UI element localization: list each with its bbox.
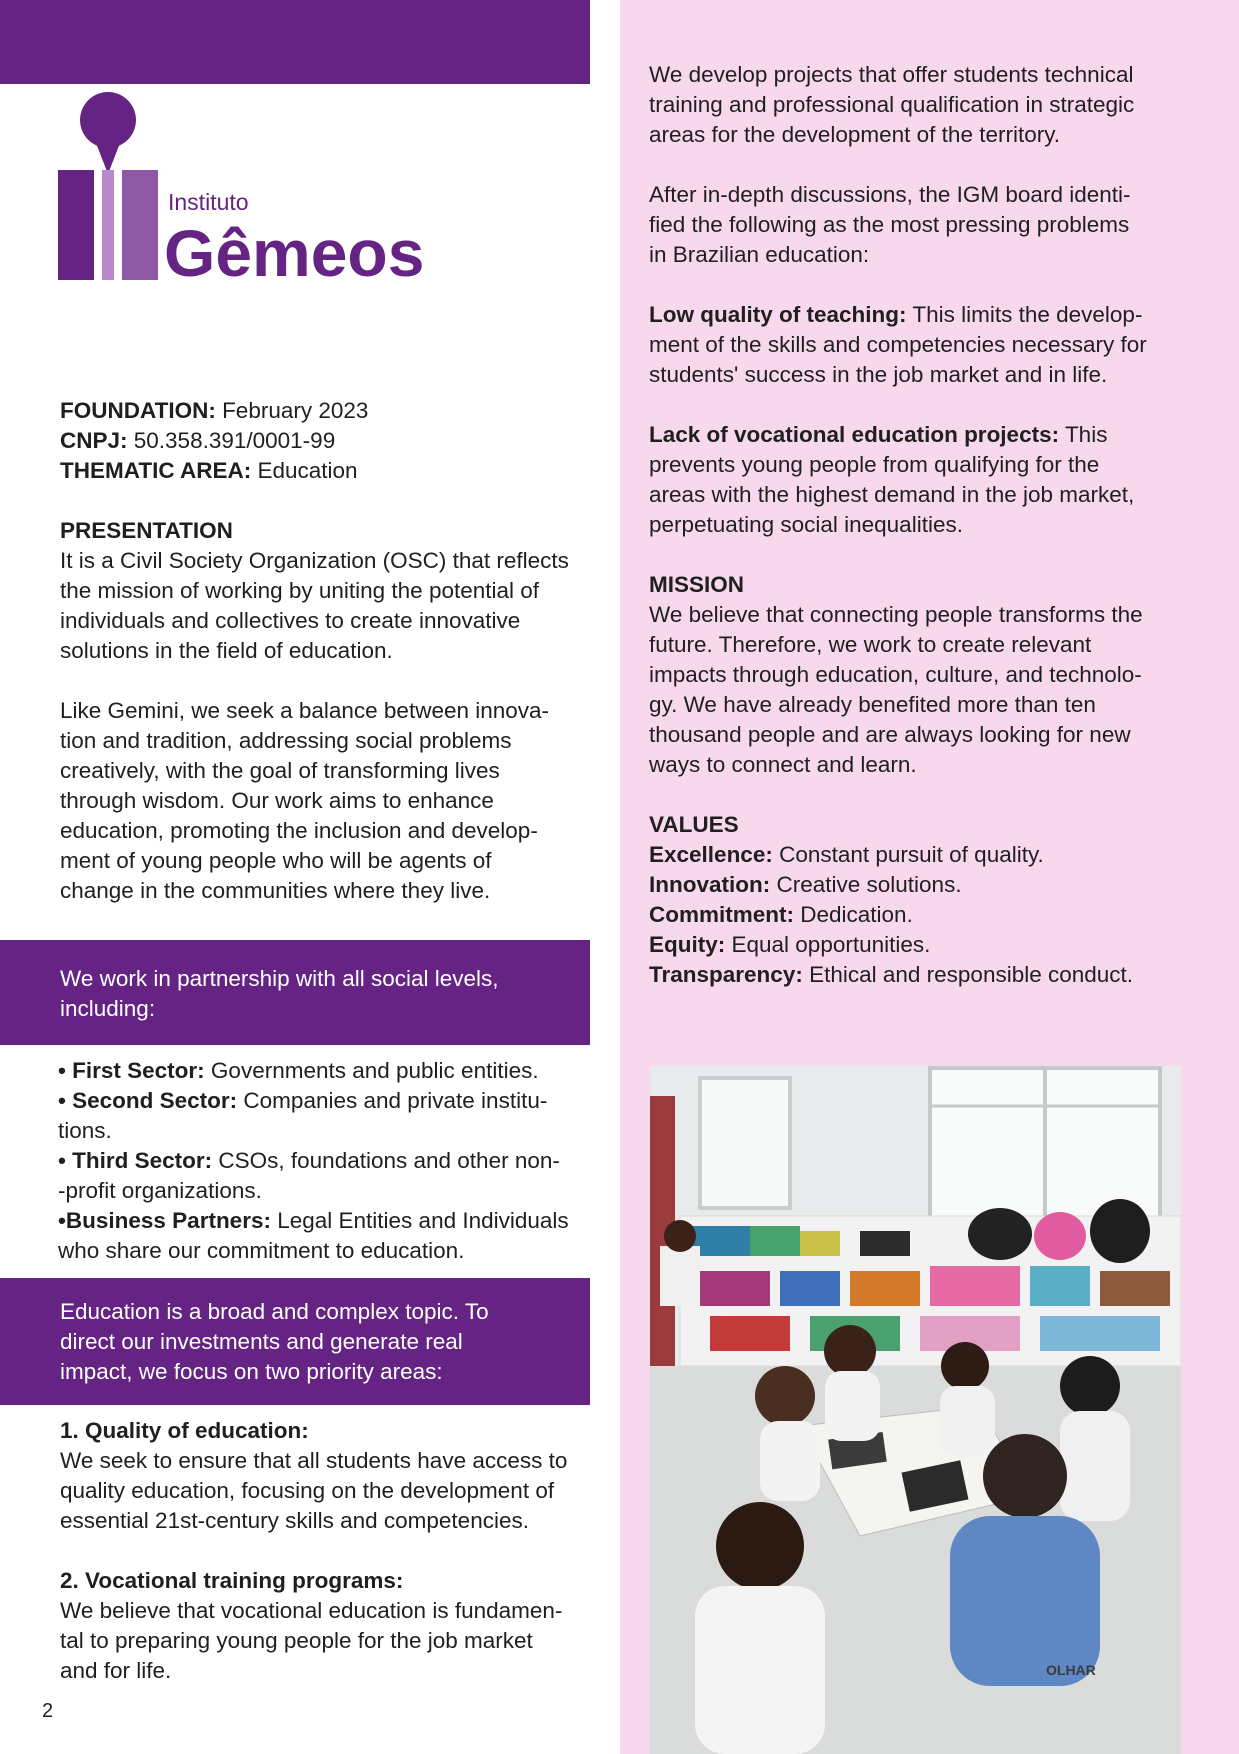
problem-line: Lack of vocational education projects: This bbox=[649, 422, 1108, 447]
area-line: tal to preparing young people for the job market bbox=[60, 1628, 533, 1653]
fact-label: CNPJ: bbox=[60, 428, 128, 453]
presentation-p2-line: through wisdom. Our work aims to enhance bbox=[60, 788, 494, 813]
presentation-p1-line: individuals and collectives to create innovative bbox=[60, 608, 521, 633]
presentation-p2-line: ment of young people who will be agents of bbox=[60, 848, 492, 873]
mission-line: thousand people and are always looking for new bbox=[649, 722, 1131, 747]
presentation-section bbox=[60, 516, 600, 906]
partnership-band-line: including: bbox=[60, 996, 156, 1021]
intro-line: areas for the development of the territory. bbox=[649, 122, 1061, 147]
mission-line: impacts through education, culture, and technolo- bbox=[649, 662, 1142, 687]
sectors-list bbox=[58, 1056, 603, 1266]
logo-mark-icon bbox=[58, 92, 448, 282]
sector-item: • First Sector: Governments and public entities. bbox=[58, 1058, 539, 1083]
board-line: fied the following as the most pressing problems bbox=[649, 212, 1130, 237]
partnership-band-line: We work in partnership with all social levels, bbox=[60, 966, 499, 991]
problem-line: prevents young people from qualifying for the bbox=[649, 452, 1100, 477]
priority-areas bbox=[60, 1416, 605, 1686]
sector-item: -profit organizations. bbox=[58, 1178, 262, 1203]
classroom-illustration bbox=[650, 1066, 1181, 1754]
sector-item: •Business Partners: Legal Entities and Individuals bbox=[58, 1208, 569, 1233]
sector-item: tions. bbox=[58, 1118, 112, 1143]
fact-row bbox=[60, 396, 590, 426]
problem-line: areas with the highest demand in the job market, bbox=[649, 482, 1135, 507]
right-text bbox=[649, 60, 1219, 990]
page-number: 2 bbox=[42, 1700, 54, 1722]
mission-line: ways to connect and learn. bbox=[649, 752, 917, 777]
mission-heading: MISSION bbox=[649, 572, 745, 597]
value-item: Excellence: Constant pursuit of quality. bbox=[649, 842, 1044, 867]
focus-band bbox=[0, 1278, 590, 1405]
value-item: Commitment: Dedication. bbox=[649, 902, 913, 927]
presentation-p2-line: tion and tradition, addressing social problems bbox=[60, 728, 512, 753]
facts-list bbox=[60, 396, 590, 486]
area-line: We seek to ensure that all students have access to bbox=[60, 1448, 568, 1473]
presentation-p2-line: education, promoting the inclusion and develop- bbox=[60, 818, 538, 843]
value-item: Transparency: Ethical and responsible conduct. bbox=[649, 962, 1134, 987]
sector-item: who share our commitment to education. bbox=[58, 1238, 465, 1263]
value-item: Equity: Equal opportunities. bbox=[649, 932, 931, 957]
presentation-p2-line: change in the communities where they live. bbox=[60, 878, 491, 903]
presentation-p1-line: the mission of working by uniting the potential of bbox=[60, 578, 540, 603]
focus-band-line: direct our investments and generate real bbox=[60, 1329, 463, 1354]
problem-line: perpetuating social inequalities. bbox=[649, 512, 963, 537]
presentation-p1-line: solutions in the field of education. bbox=[60, 638, 393, 663]
mission-line: gy. We have already benefited more than ten bbox=[649, 692, 1096, 717]
area-line: quality education, focusing on the development of bbox=[60, 1478, 555, 1503]
fact-label: FOUNDATION: bbox=[60, 398, 216, 423]
area-line: and for life. bbox=[60, 1658, 172, 1683]
problem-line: students' success in the job market and in life. bbox=[649, 362, 1108, 387]
presentation-p2-line: creatively, with the goal of transforming lives bbox=[60, 758, 500, 783]
classroom-photo bbox=[650, 1066, 1181, 1754]
problem-line: Low quality of teaching: This limits the develop- bbox=[649, 302, 1143, 327]
focus-band-line: impact, we focus on two priority areas: bbox=[60, 1359, 443, 1384]
logo-big-text: Gêmeos bbox=[164, 216, 425, 282]
fact-value: February 2023 bbox=[215, 398, 369, 423]
board-line: After in-depth discussions, the IGM board identi- bbox=[649, 182, 1131, 207]
fact-value: 50.358.391/0001-99 bbox=[127, 428, 336, 453]
intro-line: training and professional qualification in strategic bbox=[649, 92, 1135, 117]
board-line: in Brazilian education: bbox=[649, 242, 870, 267]
instituto-gemeos-logo bbox=[58, 92, 448, 282]
intro-line: We develop projects that offer students technical bbox=[649, 62, 1134, 87]
focus-band-line: Education is a broad and complex topic. To bbox=[60, 1299, 489, 1324]
header-bar bbox=[0, 0, 590, 84]
sector-item: • Second Sector: Companies and private institu- bbox=[58, 1088, 548, 1113]
chair-label: OLHAR bbox=[1046, 1662, 1096, 1678]
area-line: essential 21st-century skills and competencies. bbox=[60, 1508, 529, 1533]
value-item: Innovation: Creative solutions. bbox=[649, 872, 962, 897]
area-line: We believe that vocational education is fundamen- bbox=[60, 1598, 563, 1623]
problem-line: ment of the skills and competencies necessary for bbox=[649, 332, 1147, 357]
fact-row bbox=[60, 426, 590, 456]
mission-line: future. Therefore, we work to create relevant bbox=[649, 632, 1092, 657]
fact-label: THEMATIC AREA: bbox=[60, 458, 252, 483]
values-heading: VALUES bbox=[649, 812, 739, 837]
area-title: 2. Vocational training programs: bbox=[60, 1568, 404, 1593]
sector-item: • Third Sector: CSOs, foundations and other non- bbox=[58, 1148, 560, 1173]
logo-small-text: Instituto bbox=[168, 189, 249, 215]
area-title: 1. Quality of education: bbox=[60, 1418, 309, 1443]
partnership-band bbox=[0, 940, 590, 1045]
presentation-heading: PRESENTATION bbox=[60, 518, 233, 543]
fact-row bbox=[60, 456, 590, 486]
mission-line: We believe that connecting people transforms the bbox=[649, 602, 1143, 627]
presentation-p2-line: Like Gemini, we seek a balance between innova- bbox=[60, 698, 550, 723]
fact-value: Education bbox=[251, 458, 358, 483]
presentation-p1-line: It is a Civil Society Organization (OSC) that reflects bbox=[60, 548, 569, 573]
